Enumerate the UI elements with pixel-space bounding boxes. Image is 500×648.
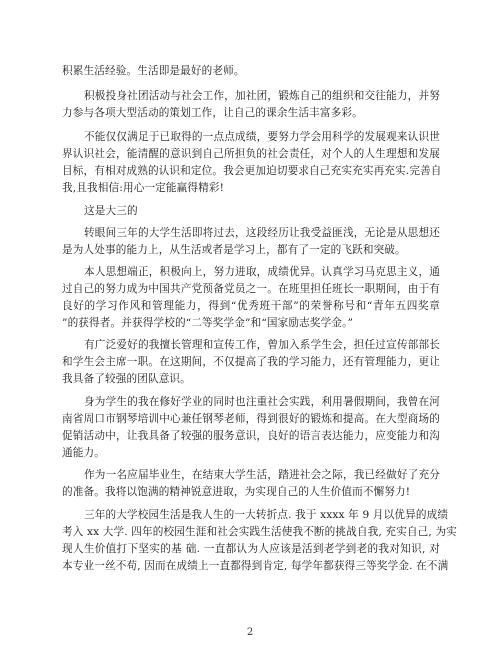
text-line: 是为人处事的能力上，从生活或者是学习上，都有了一定的飞跃和突破。 xyxy=(62,244,406,256)
text-line: 力参与各项大型活动的策划工作，让自己的课余生活丰富多彩。 xyxy=(62,107,363,119)
text-line: 不能仅仅满足于已取得的一点点成绩，要努力学会用科学的发展观来认识世 xyxy=(84,131,440,143)
text-line: 本专业一丝不苟, 因而在成绩上一直都得到肯定, 每学年都获得三等奖学金. 在不满 xyxy=(62,560,449,572)
text-line: 积极投身社团活动与社会工作，加社团，锻炼自己的组织和交往能力，并努 xyxy=(84,90,440,102)
text-line: 考入 xx 大学. 四年的校园生涯和社会实践生活使我不断的挑战自我, 充实自己, 为实 xyxy=(62,526,457,538)
text-line: 本人思想端正，积极向上，努力进取，成绩优异。认真学习马克思主义，通 xyxy=(84,266,440,278)
text-line: 界认识社会，能清醒的意识到自己所担负的社会责任，对个人的人生理想和发展 xyxy=(62,148,440,160)
text-line: 这是大三的 xyxy=(84,205,138,217)
text-line: 目标，有相对成熟的认识和定位。我会更加迫切要求自己充实充实再充实.完善自 xyxy=(62,165,442,177)
text-line: 现人生价值打下坚实的基 础. 一直都认为人应该是活到老学到老的我对知识, 对 xyxy=(62,543,440,555)
text-line: 我具备了较强的团队意识。 xyxy=(62,373,191,385)
text-line: 三年的大学校园生活是我人生的一大转折点. 我于 xxxx 年 9 月以优异的成绩 xyxy=(84,509,449,521)
text-line: 过自己的努力成为中国共产党预备党员之一。在班里担任班长一职期间，由于有 xyxy=(62,283,440,295)
text-line: 南省周口市钢琴培训中心兼任钢琴老师，得到很好的锻炼和提高。在大型商场的 xyxy=(62,413,440,425)
text-line: 身为学生的我在修好学业的同时也注重社会实践，利用暑假期间，我曾在河 xyxy=(84,396,440,408)
text-line: 通能力。 xyxy=(62,447,105,459)
text-line: 转眼间三年的大学生活即将过去，这段经历让我受益匪浅，无论是从思想还 xyxy=(84,227,440,239)
text-line: 有广泛爱好的我擅长管理和宣传工作，曾加入系学生会，担任过宣传部部长 xyxy=(84,339,440,351)
text-line: ”的获得者。并获得学校的“二等奖学金”和“国家励志奖学金。” xyxy=(62,317,354,329)
text-line: 促销活动中，让我具备了较强的服务意识，良好的语言表达能力，应变能力和沟 xyxy=(62,430,440,442)
text-line: 作为一名应届毕业生，在结束大学生活，踏进社会之际，我已经做好了充分 xyxy=(84,469,440,481)
text-line: 和学生会主席一职。在这期间，不仅提高了我的学习能力，还有管理能力，更让 xyxy=(62,356,440,368)
page-number: 2 xyxy=(246,627,254,638)
text-line: 的准备。我将以饱满的精神锐意进取，为实现自己的人生价值而不懈努力! xyxy=(62,486,411,498)
text-line: 良好的学习作风和管理能力，得到“优秀班干部”的荣誉称号和“青年五四奖章 xyxy=(62,300,440,312)
text-line: 我,且我相信:用心一定能赢得精彩! xyxy=(62,182,225,194)
text-line: 积累生活经验。生活即是最好的老师。 xyxy=(62,65,245,77)
